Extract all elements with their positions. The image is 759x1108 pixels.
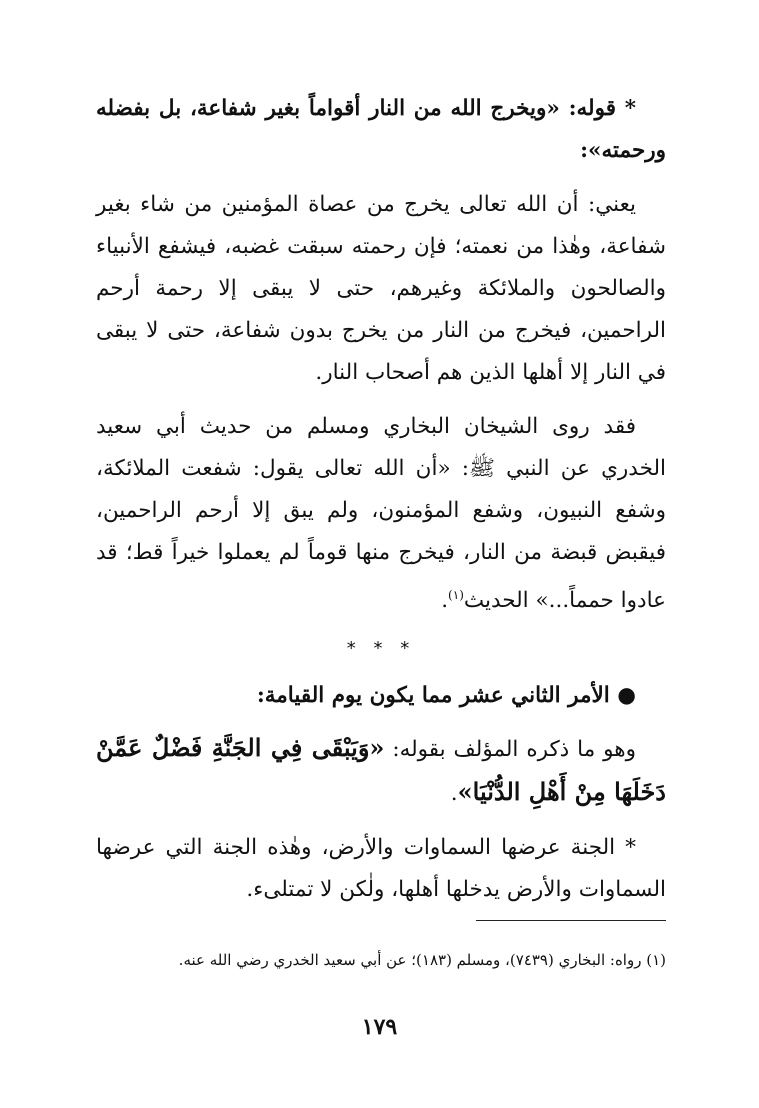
hadith-text: فقد روى الشيخان البخاري ومسلم من حديث أبي سعيد الخدري عن النبي ﷺ: «أن الله تعالى يقول: شفعت الملائكة، وشفع النبيون، وشفع المؤمنون، ولم يبق إلا أرحم الراحمين، فيقبض قبضة من النار، فيخرج منها قوماً لم يعملوا خيراً قط؛ قد عادوا حمماً...» الحديث [96, 414, 666, 614]
page-body [96, 88, 666, 923]
paradise-paragraph: * الجنة عرضها السماوات والأرض، وهٰذه الجنة التي عرضها السماوات والأرض يدخلها أهلها، ولٰكن لا تمتلىء. [96, 835, 666, 903]
footnote-ref[interactable]: (١) [448, 588, 464, 602]
author-quote-intro: وهو ما ذكره المؤلف بقوله: [384, 737, 636, 763]
commentary-quote-heading: * قوله: «ويخرج الله من النار أقواماً بغير شفاعة، بل بفضله ورحمته»: [96, 96, 666, 163]
footnote: (١) رواه: البخاري (٧٤٣٩)، ومسلم (١٨٣)؛ عن أبي سعيد الخدري رضي الله عنه. [178, 951, 666, 969]
page-number: ١٧٩ [361, 1014, 398, 1040]
section-heading: ● الأمر الثاني عشر مما يكون يوم القيامة: [256, 683, 636, 709]
author-quote-paragraph [96, 727, 666, 815]
footnote-divider [476, 920, 666, 921]
section-divider: * * * [346, 638, 416, 660]
author-quote-end: . [450, 781, 458, 807]
hadith-end: . [441, 588, 449, 614]
explanation-paragraph: يعني: أن الله تعالى يخرج من عصاة المؤمنين من شاء بغير شفاعة، وهٰذا من نعمته؛ فإن رحمته سبقت غضبه، فيشفع الأنبياء والصالحون والملائكة وغيرهم، حتى لا يبقى إلا رحمة أرحم الراحمين، فيخرج من النار من يخرج بدون شفاعة، حتى لا يبقى في النار إلا أهلها الذين هم أصحاب النار. [96, 192, 666, 385]
hadith-paragraph [96, 406, 666, 622]
author-quote: «وَيَبْقَى فِي الجَنَّةِ فَضْلٌ عَمَّنْ دَخَلَهَا مِنْ أَهْلِ الدُّنْيَا» [96, 733, 666, 807]
